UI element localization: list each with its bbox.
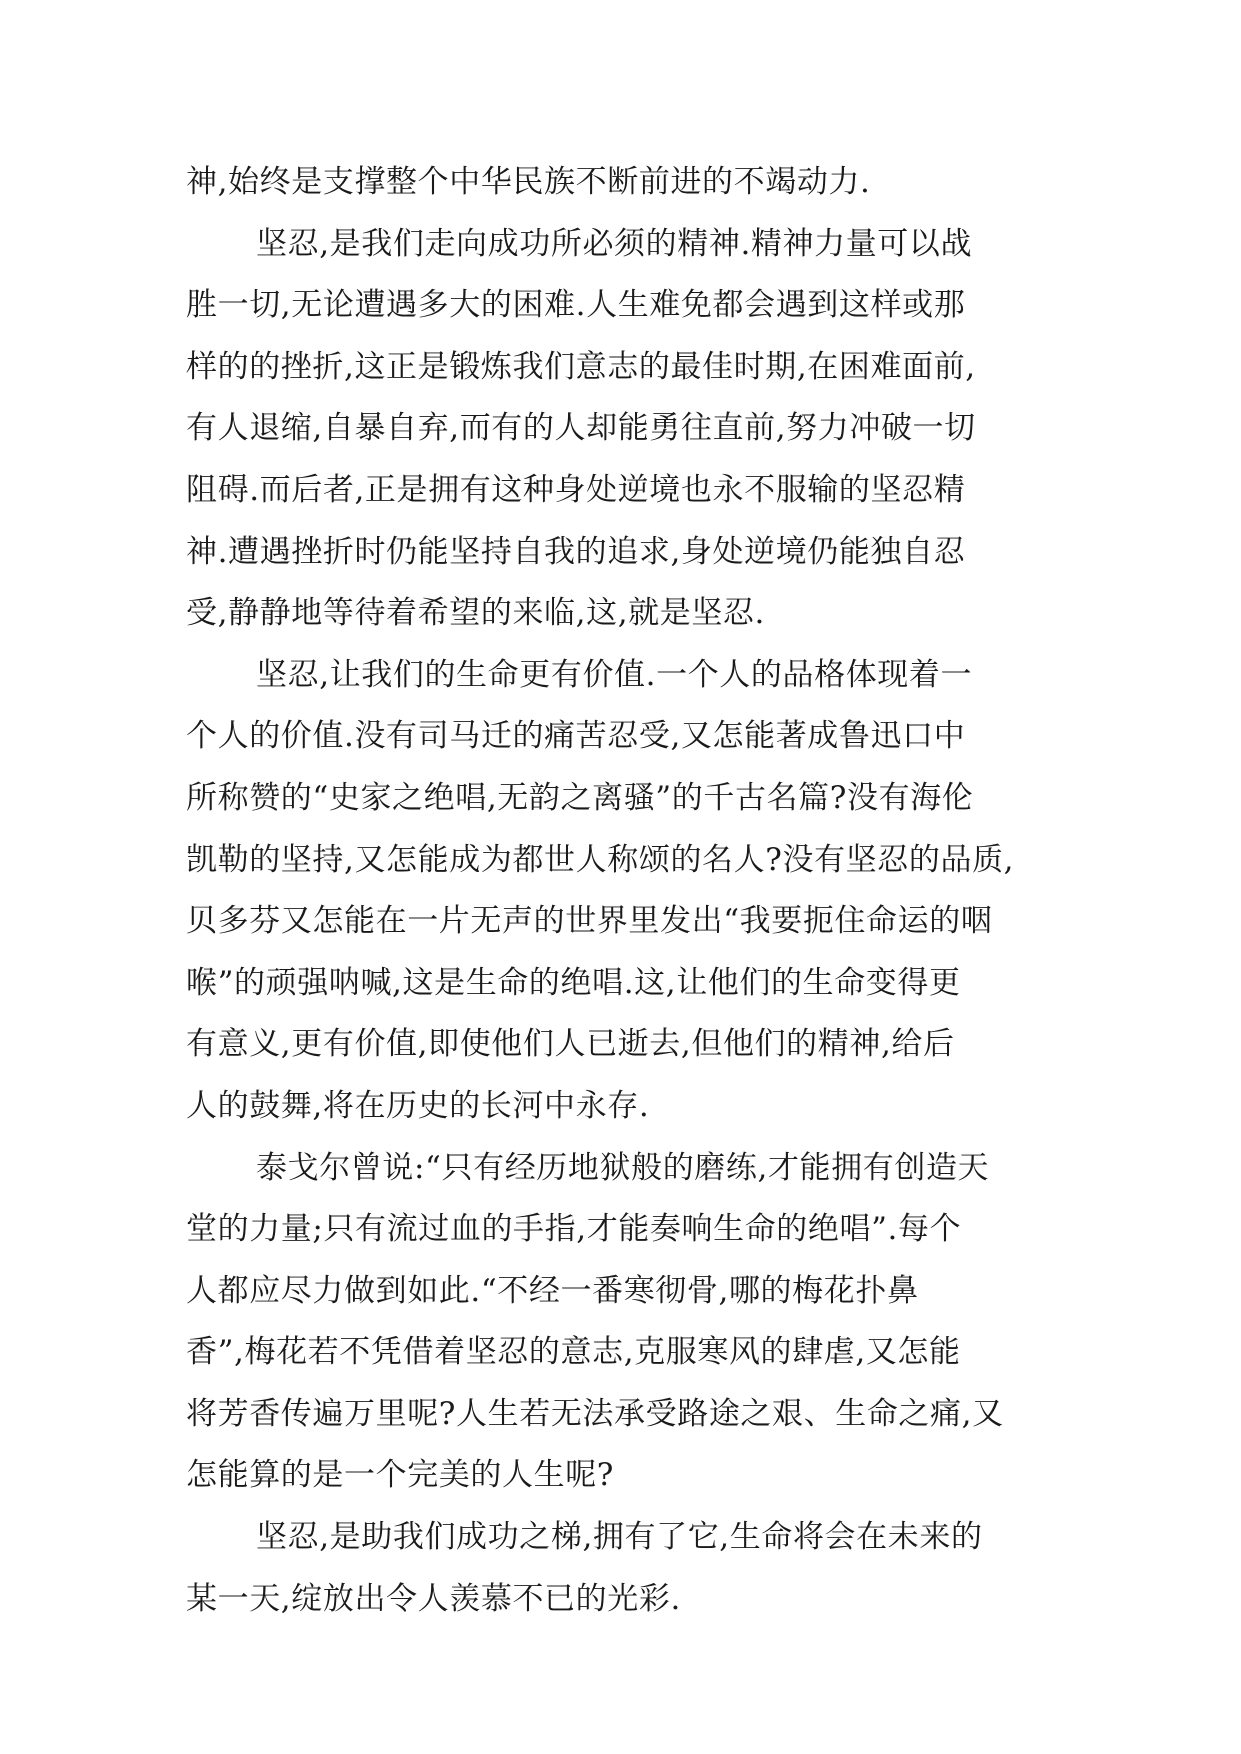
text-line: 将芳香传遍万里呢?人生若无法承受路途之艰、生命之痛,又 <box>186 1395 1004 1432</box>
text-line: 贝多芬又怎能在一片无声的世界里发出“我要扼住命运的咽 <box>186 903 993 940</box>
text-line: 神.遭遇挫折时仍能坚持自我的追求,身处逆境仍能独自忍 <box>186 533 966 570</box>
text-line: 所称赞的“史家之绝唱,无韵之离骚”的千古名篇?没有海伦 <box>186 779 974 816</box>
paragraph-first-line: 坚忍,是我们走向成功所必须的精神.精神力量可以战 <box>256 225 973 262</box>
text-line: 堂的力量;只有流过血的手指,才能奏响生命的绝唱”.每个 <box>186 1211 962 1248</box>
text-line: 胜一切,无论遭遇多大的困难.人生难免都会遇到这样或那 <box>186 287 966 324</box>
paragraph-first-line: 坚忍,是助我们成功之梯,拥有了它,生命将会在未来的 <box>256 1519 983 1556</box>
text-line: 喉”的顽强呐喊,这是生命的绝唱.这,让他们的生命变得更 <box>186 964 961 1001</box>
text-line: 有人退缩,自暴自弃,而有的人却能勇往直前,努力冲破一切 <box>186 410 976 447</box>
text-line: 有意义,更有价值,即使他们人已逝去,但他们的精神,给后 <box>186 1026 955 1063</box>
paragraph-first-line: 泰戈尔曾说:“只有经历地狱般的磨练,才能拥有创造天 <box>256 1149 990 1186</box>
text-line: 阻碍.而后者,正是拥有这种身处逆境也永不服输的坚忍精 <box>186 471 966 508</box>
paragraph-first-line: 坚忍,让我们的生命更有价值.一个人的品格体现着一 <box>256 656 973 693</box>
text-line: 凯勒的坚持,又怎能成为都世人称颂的名人?没有坚忍的品质, <box>186 841 1015 878</box>
text-line: 人都应尽力做到如此.“不经一番寒彻骨,哪的梅花扑鼻 <box>186 1272 919 1309</box>
text-line: 神,始终是支撑整个中华民族不断前进的不竭动力. <box>186 164 871 200</box>
text-line: 某一天,绽放出令人羡慕不已的光彩. <box>186 1580 681 1617</box>
essay-body <box>186 152 1066 1630</box>
text-line: 怎能算的是一个完美的人生呢? <box>186 1457 615 1494</box>
text-line: 人的鼓舞,将在历史的长河中永存. <box>186 1087 650 1124</box>
text-line: 个人的价值.没有司马迁的痛苦忍受,又怎能著成鲁迅口中 <box>186 718 966 755</box>
text-line: 香”,梅花若不凭借着坚忍的意志,克服寒风的肆虐,又怎能 <box>186 1334 961 1371</box>
text-line: 受,静静地等待着希望的来临,这,就是坚忍. <box>186 595 766 632</box>
text-line: 样的的挫折,这正是锻炼我们意志的最佳时期,在困难面前, <box>186 348 976 385</box>
